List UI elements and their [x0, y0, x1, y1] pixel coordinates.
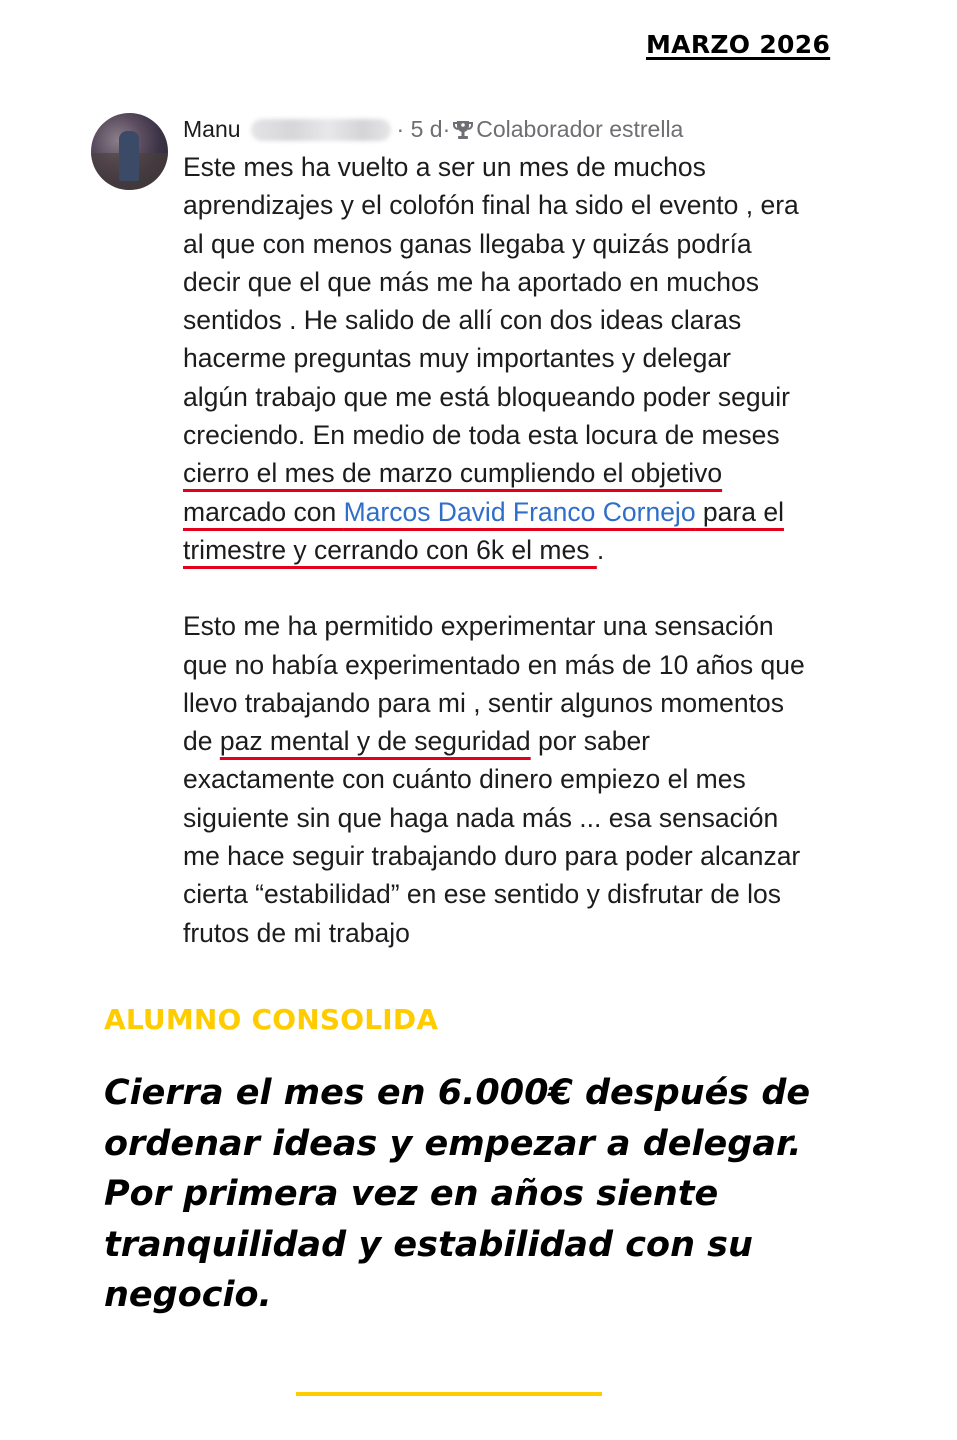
- line-prefix: de: [183, 726, 220, 757]
- summary-line: ordenar ideas y empezar a delegar.: [104, 1123, 802, 1164]
- section-label: ALUMNO CONSOLIDA: [104, 1003, 439, 1036]
- avatar-figure: [119, 131, 139, 181]
- highlighted-line: [183, 493, 883, 531]
- period: .: [596, 534, 605, 565]
- post-line: me hace seguir trabajando duro para poder alcanzar: [183, 841, 801, 872]
- summary-line: tranquilidad y estabilidad con su: [104, 1224, 753, 1265]
- summary-line: negocio.: [104, 1275, 272, 1315]
- post-line: [183, 722, 883, 760]
- post-line: cierta “estabilidad” en ese sentido y disfrutar de los: [183, 879, 782, 910]
- line-suffix: por saber: [530, 726, 651, 757]
- post-line: siguiente sin que haga nada más ... esa sensación: [183, 802, 779, 833]
- date-header: MARZO 2026: [646, 30, 831, 59]
- post-line: algún trabajo que me está bloqueando poder seguir: [183, 381, 791, 412]
- highlighted-line: [183, 531, 883, 569]
- post-meta: [183, 116, 683, 143]
- highlight-text: trimestre y cerrando con 6k el mes: [183, 534, 597, 565]
- post-line: exactamente con cuánto dinero empiezo el mes: [183, 764, 746, 795]
- highlighted-line: [183, 454, 883, 492]
- summary-line: Cierra el mes en 6.000€ después de: [104, 1073, 811, 1113]
- post-line: decir que el que más me ha aportado en muchos: [183, 266, 759, 297]
- post-line: sentidos . He salido de allí con dos ideas claras: [183, 305, 742, 336]
- trophy-icon: [453, 119, 473, 141]
- post-line: creciendo. En medio de toda esta locura de meses: [183, 420, 780, 451]
- avatar[interactable]: [91, 113, 168, 190]
- highlight-suffix: para el: [695, 496, 784, 527]
- post-line: frutos de mi trabajo: [183, 917, 410, 948]
- summary-text: [104, 1068, 864, 1321]
- time-ago: · 5 d·: [396, 116, 451, 142]
- highlight-text: paz mental y de seguridad: [219, 726, 531, 757]
- paragraph-gap: [183, 569, 883, 607]
- highlight-text: cierro el mes de marzo cumpliendo el objetivo: [183, 458, 723, 489]
- mention-link[interactable]: Marcos David Franco Cornejo: [343, 496, 696, 527]
- summary-line: Por primera vez en años siente: [104, 1174, 719, 1214]
- author-surname-blurred: [251, 119, 391, 141]
- post-line: Este mes ha vuelto a ser un mes de muchos: [183, 152, 706, 182]
- post-line: aprendizajes y el colofón final ha sido el evento , era: [183, 190, 799, 221]
- badge-label: Colaborador estrella: [476, 116, 684, 142]
- post-line: hacerme preguntas muy importantes y delegar: [183, 343, 731, 374]
- post-line: que no había experimentado en más de 10 años que: [183, 649, 805, 680]
- yellow-divider: [296, 1392, 602, 1396]
- post-line: al que con menos ganas llegaba y quizás podría: [183, 228, 752, 259]
- post-line: Esto me ha permitido experimentar una sensación: [183, 611, 774, 642]
- post-line: llevo trabajando para mi , sentir algunos momentos: [183, 687, 784, 718]
- highlight-prefix: marcado con: [183, 496, 344, 527]
- post-body: [183, 148, 883, 952]
- highlight-text: [183, 497, 784, 527]
- author-name[interactable]: Manu: [183, 116, 241, 142]
